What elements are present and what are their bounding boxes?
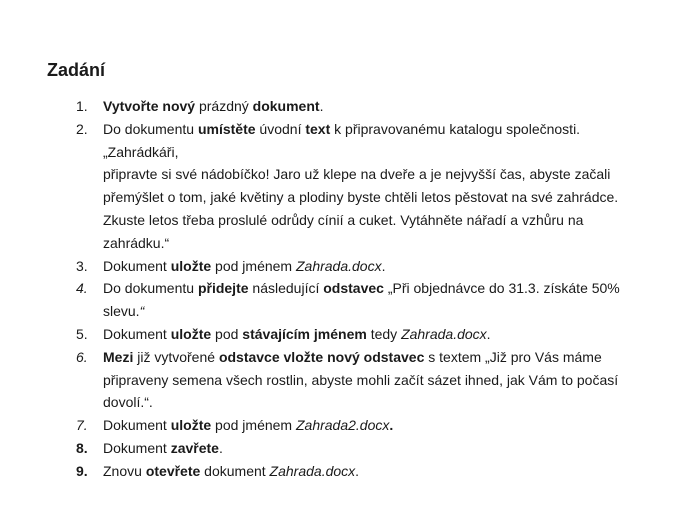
bold-text: Vytvořte nový [103,98,196,114]
bold-text: odstavce vložte nový odstavec [218,348,425,365]
text-run: již vytvořené [133,348,219,365]
task-item [0,255,700,278]
text-run: Dokument [103,439,171,456]
task-text-line [0,141,700,164]
task-item [0,460,700,483]
text-run: . [381,257,386,274]
italic-text: Zahrada.docx [269,462,356,479]
italic-text: Zahrada.docx [295,257,382,274]
text-run: Do dokumentu [103,280,198,297]
task-text-line [0,300,700,323]
text-run: pod [211,325,243,342]
task-text-line [0,209,700,232]
text-run: připraveny semena všech rostlin, abyste mohli začít sázet ihned, jak Vám to počasí [103,371,619,388]
text-run: Dokument [103,257,171,274]
text-run: úvodní [255,120,306,137]
text-run: pod jménem [211,417,296,434]
text-run: slevu. [103,303,140,320]
italic-text: Zahrada2.docx [295,417,390,434]
task-text-line [0,346,700,369]
text-run: Znovu [103,462,146,479]
text-run: . [218,439,223,456]
task-number: 1. [76,98,88,114]
text-run: pod jménem [211,257,296,274]
bold-text: zavřete [170,439,219,456]
task-text-line [0,323,700,346]
task-number: 8. [76,439,88,456]
task-number: 5. [76,325,88,342]
text-run: následující [248,280,324,297]
text-run: „Zahrádkáři, [103,143,179,160]
text-run: s textem „Již pro Vás máme [424,348,602,365]
text-run: prázdný [195,98,253,114]
italic-text: “ [139,303,145,320]
bold-text: dokument [252,98,320,114]
bold-text: umístěte [197,120,256,137]
bold-text: uložte [170,257,212,274]
task-number: 3. [76,257,88,274]
task-text-line [0,255,700,278]
task-text-line [0,232,700,255]
task-number: 6. [76,348,88,365]
task-text-line [0,369,700,392]
task-text-line [0,186,700,209]
bold-text: přidejte [197,280,249,297]
task-text-line [0,118,700,141]
text-run: tedy [366,325,402,342]
task-item [0,346,700,414]
task-item [0,277,700,323]
task-item [0,118,700,255]
text-run: dovolí.“. [103,394,153,411]
task-text-line [0,163,700,186]
bold-text: otevřete [145,462,201,479]
task-item [0,437,700,460]
italic-text: Zahrada.docx [401,325,487,342]
text-run: „Při objednávce do 31.3. získáte 50% [383,280,620,297]
task-number: 9. [76,462,88,479]
task-number: 7. [76,417,88,434]
text-run: Dokument [103,325,171,342]
task-item [0,323,700,346]
bold-text: uložte [170,325,212,342]
task-list [0,95,700,483]
task-item [0,95,700,118]
task-number: 4. [76,280,88,297]
bold-text: odstavec [323,280,384,297]
task-text-line [0,460,700,483]
text-run: přemýšlet o tom, jaké květiny a plodiny byste chtěli letos pěstovat na své zahrádce. [103,189,619,206]
text-run: připravte si své nádobíčko! Jaro už klepe na dveře a je nejvyšší čas, abyste začali [103,166,611,183]
bold-text: Mezi [103,348,134,365]
text-run: . [319,98,324,114]
task-text-line [0,437,700,460]
text-run: Do dokumentu [103,120,198,137]
task-text-line [0,414,700,437]
task-text-line [0,277,700,300]
text-run: zahrádku.“ [103,234,170,251]
text-run: Dokument [103,417,171,434]
bold-text: text [305,120,331,137]
task-text-line [0,95,700,118]
text-run: dokument [200,462,270,479]
bold-text: . [389,417,394,434]
task-item [0,414,700,437]
bold-text: stávajícím jménem [242,325,367,342]
bold-text: uložte [170,417,212,434]
text-run: . [486,325,491,342]
text-run: k připravovanému katalogu společnosti. [330,120,581,137]
page-title: Zadání [47,60,106,80]
text-run: . [355,462,360,479]
task-number: 2. [76,120,88,137]
text-run: Zkuste letos třeba proslulé odrůdy cínií a cuket. Vytáhněte nářadí a vzhůru na [103,211,584,228]
task-text-line [0,391,700,414]
